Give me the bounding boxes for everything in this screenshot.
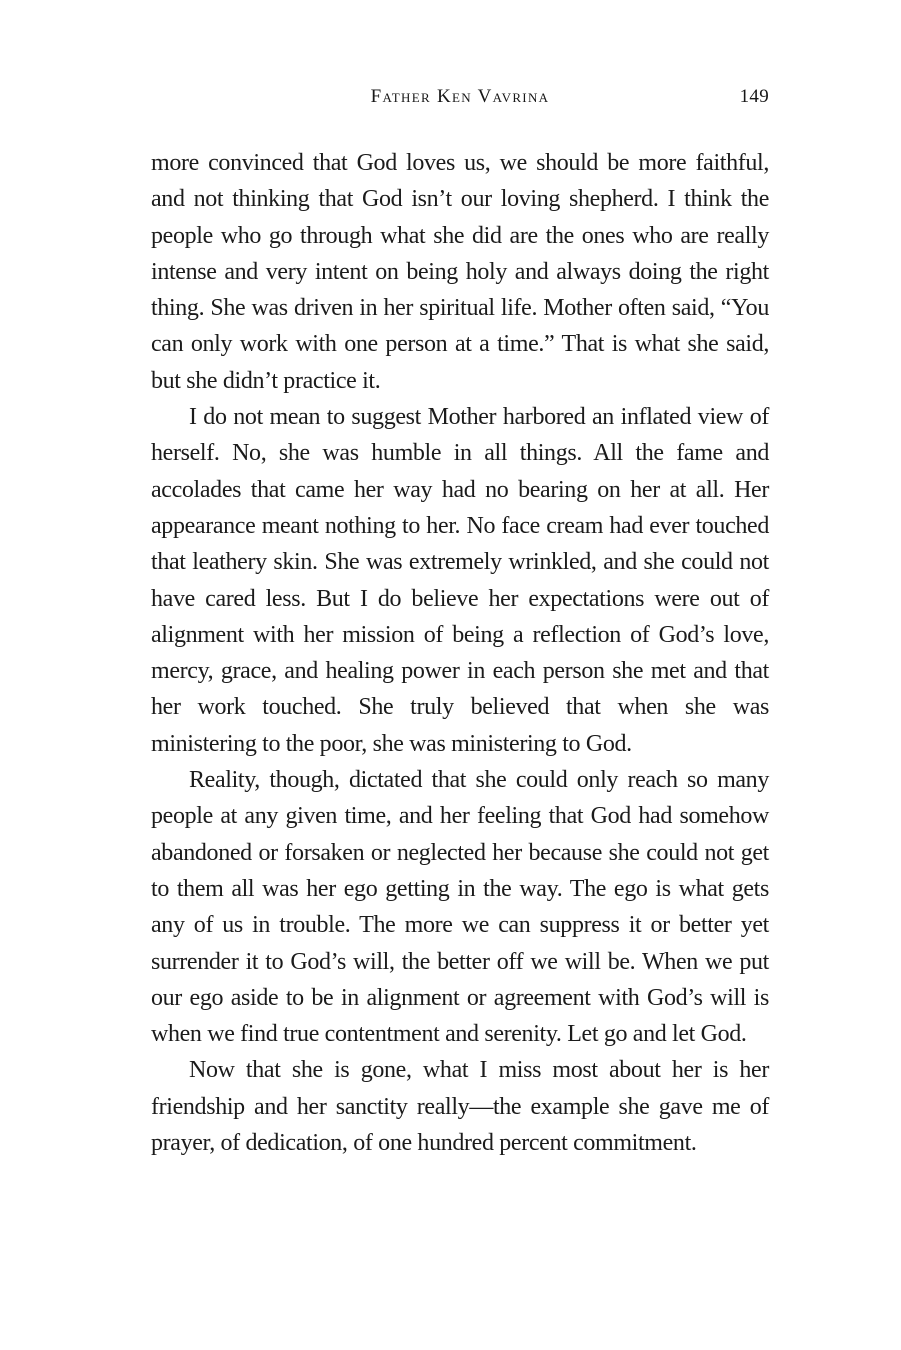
page-body xyxy=(151,145,769,1161)
paragraph: Now that she is gone, what I miss most about her is her friendship and her sanctity really—the example she gave me of prayer, of dedication, of one hundred percent commitment. xyxy=(151,1057,769,1157)
page-number: 149 xyxy=(739,86,769,107)
running-head: Father Ken Vavrina xyxy=(370,86,550,107)
paragraph: Reality, though, dictated that she could only reach so many people at any given time, and her feeling that God had somehow abandoned or forsaken or neglected her because she could not get to them all was her ego getting in the way. The ego is what gets any of us in trouble. The more we can suppress it or better yet surrender it to God’s will, the better off we will be. When we put our ego aside to be in alignment or agreement with God’s will is when we find true contentment and serenity. Let go and let God. xyxy=(151,767,769,1048)
text-block xyxy=(151,86,769,1161)
paragraph: I do not mean to suggest Mother harbored an inflated view of herself. No, she was humble in all things. All the fame and accolades that came her way had no bearing on her at all. Her appearance meant nothing to her. No face cream had ever touched that leathery skin. She was extremely wrinkled, and she could not have cared less. But I do believe her expectations were out of alignment with her mission of being a reflection of God’s love, mercy, grace, and healing power in each person she met and that her work touched. She truly believed that when she was ministering to the poor, she was ministering to God. xyxy=(151,404,769,757)
page-header xyxy=(151,86,769,108)
paragraph: more convinced that God loves us, we should be more faithful, and not thinking that God isn’t our loving shepherd. I think the people who go through what she did are the ones who are really intense and very intent on being holy and always doing the right thing. She was driven in her spiritual life. Mother often said, “You can only work with one person at a time.” That is what she said, but she didn’t practice it. xyxy=(151,150,769,394)
